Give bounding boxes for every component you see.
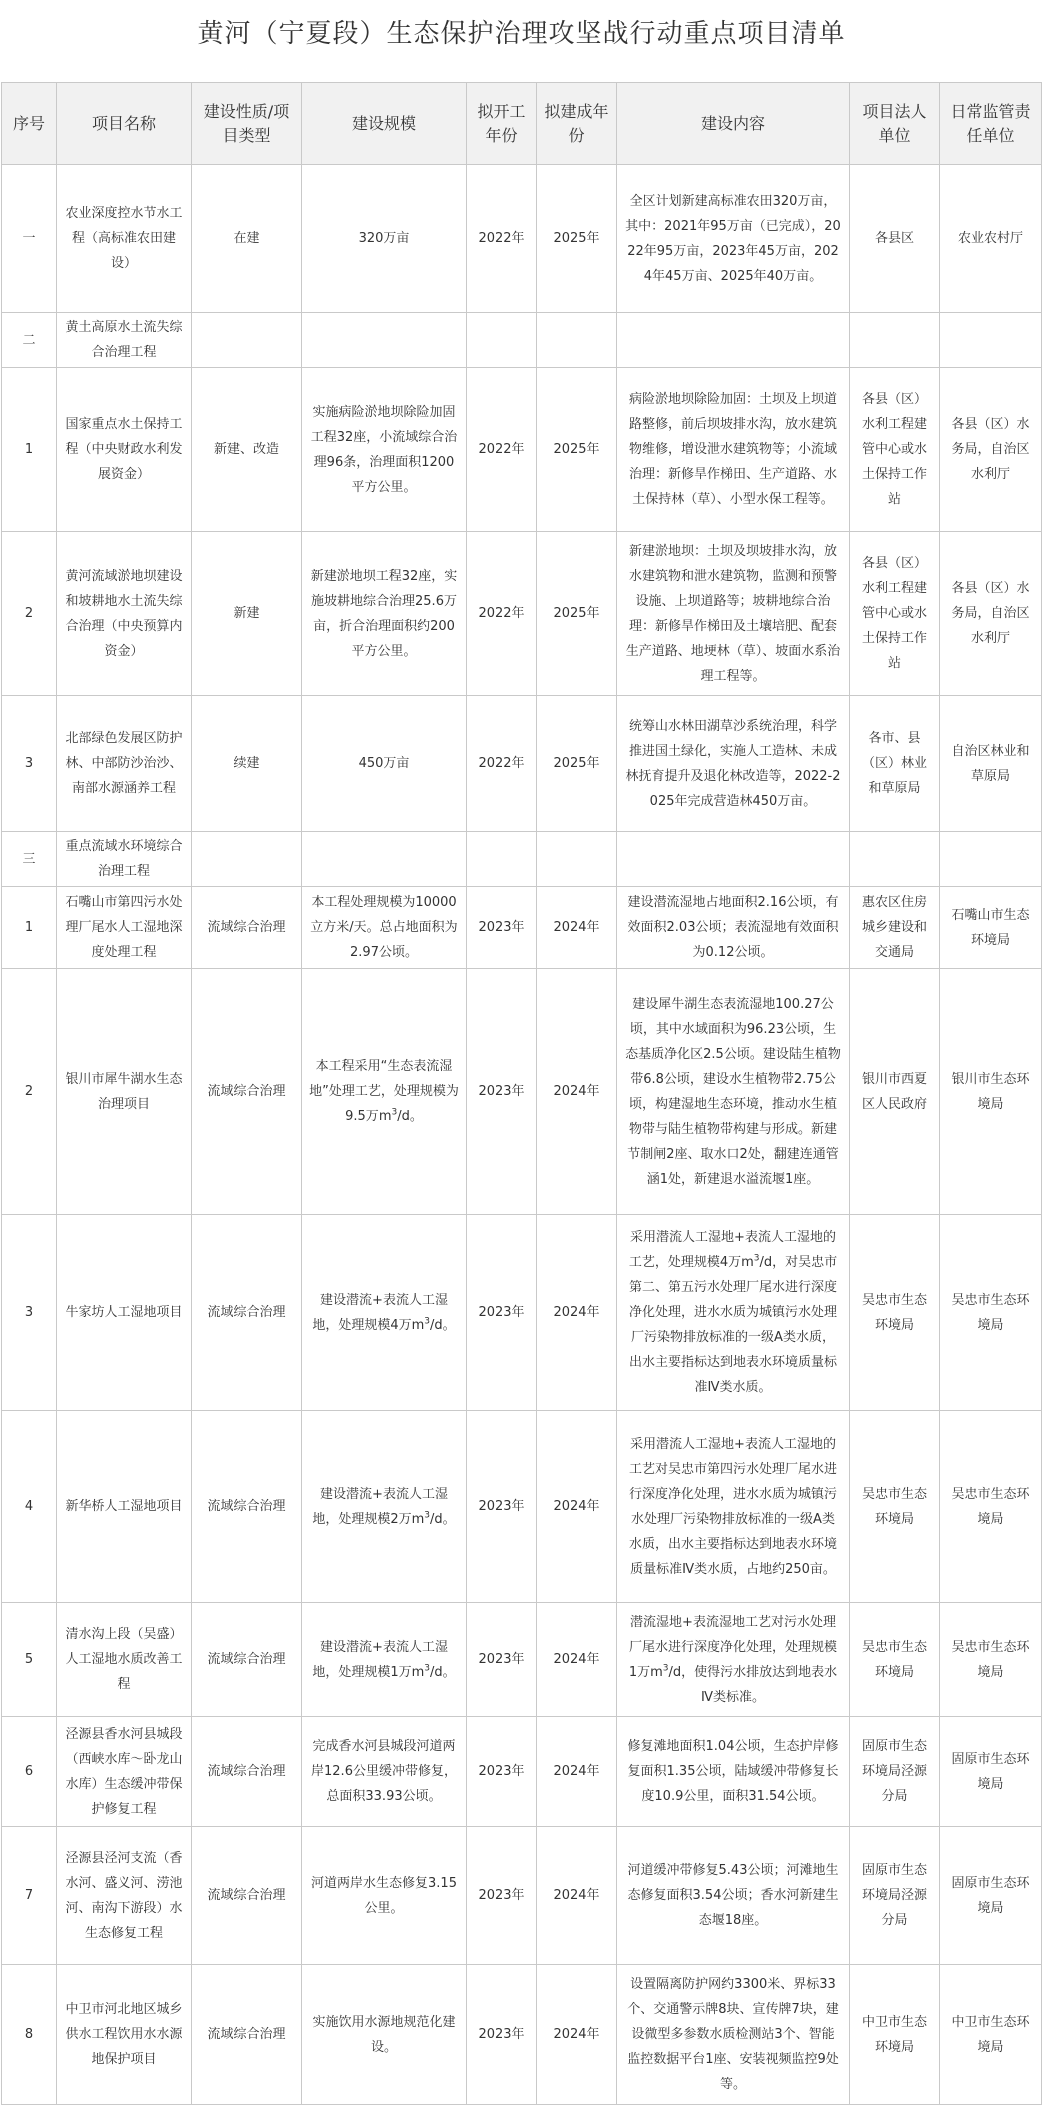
cell-end: 2025年 bbox=[537, 165, 617, 313]
table-header-row bbox=[2, 83, 1042, 165]
cell-type: 流域综合治理 bbox=[192, 1965, 302, 2105]
cell-no: 一 bbox=[2, 165, 57, 313]
cell-scale: 320万亩 bbox=[302, 165, 467, 313]
table-row bbox=[2, 368, 1042, 532]
cell-owner bbox=[850, 313, 940, 368]
cell-no: 3 bbox=[2, 1215, 57, 1411]
table-row bbox=[2, 1411, 1042, 1603]
cell-type bbox=[192, 832, 302, 887]
cell-start: 2022年 bbox=[467, 532, 537, 696]
cell-end: 2024年 bbox=[537, 1603, 617, 1717]
cell-owner: 固原市生态环境局泾源分局 bbox=[850, 1827, 940, 1965]
cell-start: 2023年 bbox=[467, 1827, 537, 1965]
cell-end: 2025年 bbox=[537, 368, 617, 532]
header-start: 拟开工年份 bbox=[467, 83, 537, 165]
cell-owner: 吴忠市生态环境局 bbox=[850, 1603, 940, 1717]
cell-content: 建设犀牛湖生态表流湿地100.27公顷，其中水域面积为96.23公顷，生态基质净化区2.5公顷。建设陆生植物带6.8公顷，建设水生植物带2.75公顷，构建湿地生态环境，推动水生植物带与陆生植物带构建与形成。新建节制闸2座、取水口2处，翻建连通管涵1处，新建退水溢流堰1座。 bbox=[617, 969, 850, 1215]
cell-supervisor: 自治区林业和草原局 bbox=[940, 696, 1042, 832]
cell-supervisor bbox=[940, 832, 1042, 887]
cell-supervisor: 固原市生态环境局 bbox=[940, 1827, 1042, 1965]
cell-no: 8 bbox=[2, 1965, 57, 2105]
cell-end: 2024年 bbox=[537, 1411, 617, 1603]
cell-owner: 惠农区住房城乡建设和交通局 bbox=[850, 887, 940, 969]
cell-start bbox=[467, 832, 537, 887]
cell-no: 2 bbox=[2, 532, 57, 696]
cell-content: 新建淤地坝：土坝及坝坡排水沟，放水建筑物和泄水建筑物，监测和预警设施、上坝道路等；坡耕地综合治理：新修旱作梯田及土壤培肥、配套生产道路、地埂林（草）、坡面水系治理工程等。 bbox=[617, 532, 850, 696]
cell-end: 2024年 bbox=[537, 1965, 617, 2105]
cell-owner: 各县（区）水利工程建管中心或水土保持工作站 bbox=[850, 532, 940, 696]
cell-supervisor: 吴忠市生态环境局 bbox=[940, 1603, 1042, 1717]
cell-type: 在建 bbox=[192, 165, 302, 313]
cell-type: 新建、改造 bbox=[192, 368, 302, 532]
header-content: 建设内容 bbox=[617, 83, 850, 165]
table-row bbox=[2, 1827, 1042, 1965]
project-table bbox=[1, 82, 1042, 2105]
cell-no: 4 bbox=[2, 1411, 57, 1603]
cell-no: 6 bbox=[2, 1717, 57, 1827]
cell-type: 流域综合治理 bbox=[192, 969, 302, 1215]
cell-start: 2022年 bbox=[467, 165, 537, 313]
cell-name: 国家重点水土保持工程（中央财政水利发展资金） bbox=[57, 368, 192, 532]
cell-content: 统筹山水林田湖草沙系统治理，科学推进国土绿化，实施人工造林、未成林抚育提升及退化林改造等，2022-2025年完成营造林450万亩。 bbox=[617, 696, 850, 832]
cell-name: 新华桥人工湿地项目 bbox=[57, 1411, 192, 1603]
cell-start: 2023年 bbox=[467, 1411, 537, 1603]
cell-scale: 完成香水河县城段河道两岸12.6公里缓冲带修复，总面积33.93公顷。 bbox=[302, 1717, 467, 1827]
cell-supervisor: 银川市生态环境局 bbox=[940, 969, 1042, 1215]
cell-type bbox=[192, 313, 302, 368]
cell-end: 2024年 bbox=[537, 1215, 617, 1411]
cell-owner bbox=[850, 832, 940, 887]
cell-content: 病险淤地坝除险加固：土坝及上坝道路整修，前后坝坡排水沟，放水建筑物维修，增设泄水建筑物等；小流域治理：新修旱作梯田、生产道路、水土保持林（草）、小型水保工程等。 bbox=[617, 368, 850, 532]
cell-content: 采用潜流人工湿地+表流人工湿地的工艺，处理规模4万$m^3/d$，对吴忠市第二、第五污水处理厂尾水进行深度净化处理，进水水质为城镇污水处理厂污染物排放标准的一级A类水质，出水主要指标达到地表水环境质量标准Ⅳ类水质。 bbox=[617, 1215, 850, 1411]
cell-owner: 中卫市生态环境局 bbox=[850, 1965, 940, 2105]
cell-name: 清水沟上段（吴盛）人工湿地水质改善工程 bbox=[57, 1603, 192, 1717]
cell-supervisor: 吴忠市生态环境局 bbox=[940, 1215, 1042, 1411]
header-owner: 项目法人单位 bbox=[850, 83, 940, 165]
header-name: 项目名称 bbox=[57, 83, 192, 165]
cell-start: 2023年 bbox=[467, 1215, 537, 1411]
cell-owner: 吴忠市生态环境局 bbox=[850, 1411, 940, 1603]
cell-name: 牛家坊人工湿地项目 bbox=[57, 1215, 192, 1411]
cell-scale: 450万亩 bbox=[302, 696, 467, 832]
cell-scale: 实施病险淤地坝除险加固工程32座，小流域综合治理96条，治理面积1200平方公里。 bbox=[302, 368, 467, 532]
table-row bbox=[2, 1215, 1042, 1411]
table-row bbox=[2, 1965, 1042, 2105]
cell-end: 2024年 bbox=[537, 887, 617, 969]
header-no: 序号 bbox=[2, 83, 57, 165]
cell-supervisor bbox=[940, 313, 1042, 368]
header-type: 建设性质/项目类型 bbox=[192, 83, 302, 165]
cell-scale: 实施饮用水源地规范化建设。 bbox=[302, 1965, 467, 2105]
cell-content: 设置隔离防护网约3300米、界标33个、交通警示牌8块、宣传牌7块，建设微型多参数水质检测站3个、智能监控数据平台1座、安装视频监控9处等。 bbox=[617, 1965, 850, 2105]
table-row bbox=[2, 1603, 1042, 1717]
table-row bbox=[2, 532, 1042, 696]
cell-scale: 本工程采用“生态表流湿地”处理工艺，处理规模为9.5万$m^3/d$。 bbox=[302, 969, 467, 1215]
cell-end bbox=[537, 313, 617, 368]
cell-name: 黄土高原水土流失综合治理工程 bbox=[57, 313, 192, 368]
page-title: 黄河（宁夏段）生态保护治理攻坚战行动重点项目清单 bbox=[197, 19, 846, 49]
cell-type: 流域综合治理 bbox=[192, 1215, 302, 1411]
cell-content: 河道缓冲带修复5.43公顷；河滩地生态修复面积3.54公顷；香水河新建生态堰18座。 bbox=[617, 1827, 850, 1965]
cell-end: 2024年 bbox=[537, 969, 617, 1215]
cell-no: 二 bbox=[2, 313, 57, 368]
cell-name: 石嘴山市第四污水处理厂尾水人工湿地深度处理工程 bbox=[57, 887, 192, 969]
table-row bbox=[2, 313, 1042, 368]
cell-content: 建设潜流湿地占地面积2.16公顷，有效面积2.03公顷；表流湿地有效面积为0.12公顷。 bbox=[617, 887, 850, 969]
cell-name: 农业深度控水节水工程（高标准农田建设） bbox=[57, 165, 192, 313]
cell-name: 重点流域水环境综合治理工程 bbox=[57, 832, 192, 887]
cell-scale: 河道两岸水生态修复3.15公里。 bbox=[302, 1827, 467, 1965]
cell-scale: 建设潜流+表流人工湿地，处理规模2万$m^3/d$。 bbox=[302, 1411, 467, 1603]
cell-content: 全区计划新建高标准农田320万亩，其中：2021年95万亩（已完成），2022年95万亩，2023年45万亩，2024年45万亩、2025年40万亩。 bbox=[617, 165, 850, 313]
cell-end bbox=[537, 832, 617, 887]
cell-type: 流域综合治理 bbox=[192, 1717, 302, 1827]
table-row bbox=[2, 696, 1042, 832]
cell-content: 采用潜流人工湿地+表流人工湿地的工艺对吴忠市第四污水处理厂尾水进行深度净化处理，进水水质为城镇污水处理厂污染物排放标准的一级A类水质，出水主要指标达到地表水环境质量标准Ⅳ类水质，占地约250亩。 bbox=[617, 1411, 850, 1603]
cell-no: 1 bbox=[2, 368, 57, 532]
cell-no: 三 bbox=[2, 832, 57, 887]
cell-name: 银川市犀牛湖水生态治理项目 bbox=[57, 969, 192, 1215]
cell-supervisor: 中卫市生态环境局 bbox=[940, 1965, 1042, 2105]
cell-scale: 建设潜流+表流人工湿地，处理规模1万$m^3/d$。 bbox=[302, 1603, 467, 1717]
cell-start: 2022年 bbox=[467, 696, 537, 832]
cell-scale: 新建淤地坝工程32座，实施坡耕地综合治理25.6万亩，折合治理面积约200平方公里。 bbox=[302, 532, 467, 696]
cell-no: 7 bbox=[2, 1827, 57, 1965]
cell-start bbox=[467, 313, 537, 368]
cell-content bbox=[617, 313, 850, 368]
table-row bbox=[2, 887, 1042, 969]
cell-start: 2022年 bbox=[467, 368, 537, 532]
cell-owner: 银川市西夏区人民政府 bbox=[850, 969, 940, 1215]
cell-supervisor: 固原市生态环境局 bbox=[940, 1717, 1042, 1827]
table-row bbox=[2, 165, 1042, 313]
cell-owner: 固原市生态环境局泾源分局 bbox=[850, 1717, 940, 1827]
cell-owner: 各县（区）水利工程建管中心或水土保持工作站 bbox=[850, 368, 940, 532]
cell-type: 流域综合治理 bbox=[192, 1411, 302, 1603]
cell-name: 泾源县泾河支流（香水河、盛义河、涝池河、南沟下游段）水生态修复工程 bbox=[57, 1827, 192, 1965]
cell-content: 修复滩地面积1.04公顷，生态护岸修复面积1.35公顷，陆域缓冲带修复长度10.9公里，面积31.54公顷。 bbox=[617, 1717, 850, 1827]
cell-end: 2024年 bbox=[537, 1827, 617, 1965]
cell-start: 2023年 bbox=[467, 1603, 537, 1717]
cell-start: 2023年 bbox=[467, 887, 537, 969]
cell-start: 2023年 bbox=[467, 969, 537, 1215]
cell-owner: 各市、县（区）林业和草原局 bbox=[850, 696, 940, 832]
cell-name: 中卫市河北地区城乡供水工程饮用水水源地保护项目 bbox=[57, 1965, 192, 2105]
header-supervisor: 日常监管责任单位 bbox=[940, 83, 1042, 165]
cell-name: 泾源县香水河县城段（西峡水库～卧龙山水库）生态缓冲带保护修复工程 bbox=[57, 1717, 192, 1827]
cell-scale: 本工程处理规模为10000立方米/天。总占地面积为2.97公顷。 bbox=[302, 887, 467, 969]
cell-end: 2025年 bbox=[537, 696, 617, 832]
cell-supervisor: 石嘴山市生态环境局 bbox=[940, 887, 1042, 969]
cell-no: 5 bbox=[2, 1603, 57, 1717]
cell-supervisor: 各县（区）水务局，自治区水利厅 bbox=[940, 532, 1042, 696]
cell-name: 黄河流域淤地坝建设和坡耕地水土流失综合治理（中央预算内资金） bbox=[57, 532, 192, 696]
cell-type: 续建 bbox=[192, 696, 302, 832]
cell-no: 3 bbox=[2, 696, 57, 832]
cell-end: 2025年 bbox=[537, 532, 617, 696]
cell-type: 流域综合治理 bbox=[192, 1827, 302, 1965]
cell-supervisor: 吴忠市生态环境局 bbox=[940, 1411, 1042, 1603]
table-row bbox=[2, 1717, 1042, 1827]
cell-start: 2023年 bbox=[467, 1965, 537, 2105]
cell-type: 流域综合治理 bbox=[192, 887, 302, 969]
cell-type: 新建 bbox=[192, 532, 302, 696]
cell-scale bbox=[302, 313, 467, 368]
cell-owner: 吴忠市生态环境局 bbox=[850, 1215, 940, 1411]
table-row bbox=[2, 832, 1042, 887]
cell-supervisor: 农业农村厅 bbox=[940, 165, 1042, 313]
cell-no: 1 bbox=[2, 887, 57, 969]
cell-content: 潜流湿地+表流湿地工艺对污水处理厂尾水进行深度净化处理，处理规模1万$m^3/d$，使得污水排放达到地表水Ⅳ类标准。 bbox=[617, 1603, 850, 1717]
header-end: 拟建成年份 bbox=[537, 83, 617, 165]
table-row bbox=[2, 969, 1042, 1215]
cell-name: 北部绿色发展区防护林、中部防沙治沙、南部水源涵养工程 bbox=[57, 696, 192, 832]
header-scale: 建设规模 bbox=[302, 83, 467, 165]
cell-scale bbox=[302, 832, 467, 887]
cell-no: 2 bbox=[2, 969, 57, 1215]
cell-end: 2024年 bbox=[537, 1717, 617, 1827]
cell-scale: 建设潜流+表流人工湿地，处理规模4万$m^3/d$。 bbox=[302, 1215, 467, 1411]
cell-type: 流域综合治理 bbox=[192, 1603, 302, 1717]
cell-start: 2023年 bbox=[467, 1717, 537, 1827]
cell-supervisor: 各县（区）水务局，自治区水利厅 bbox=[940, 368, 1042, 532]
cell-content bbox=[617, 832, 850, 887]
cell-owner: 各县区 bbox=[850, 165, 940, 313]
